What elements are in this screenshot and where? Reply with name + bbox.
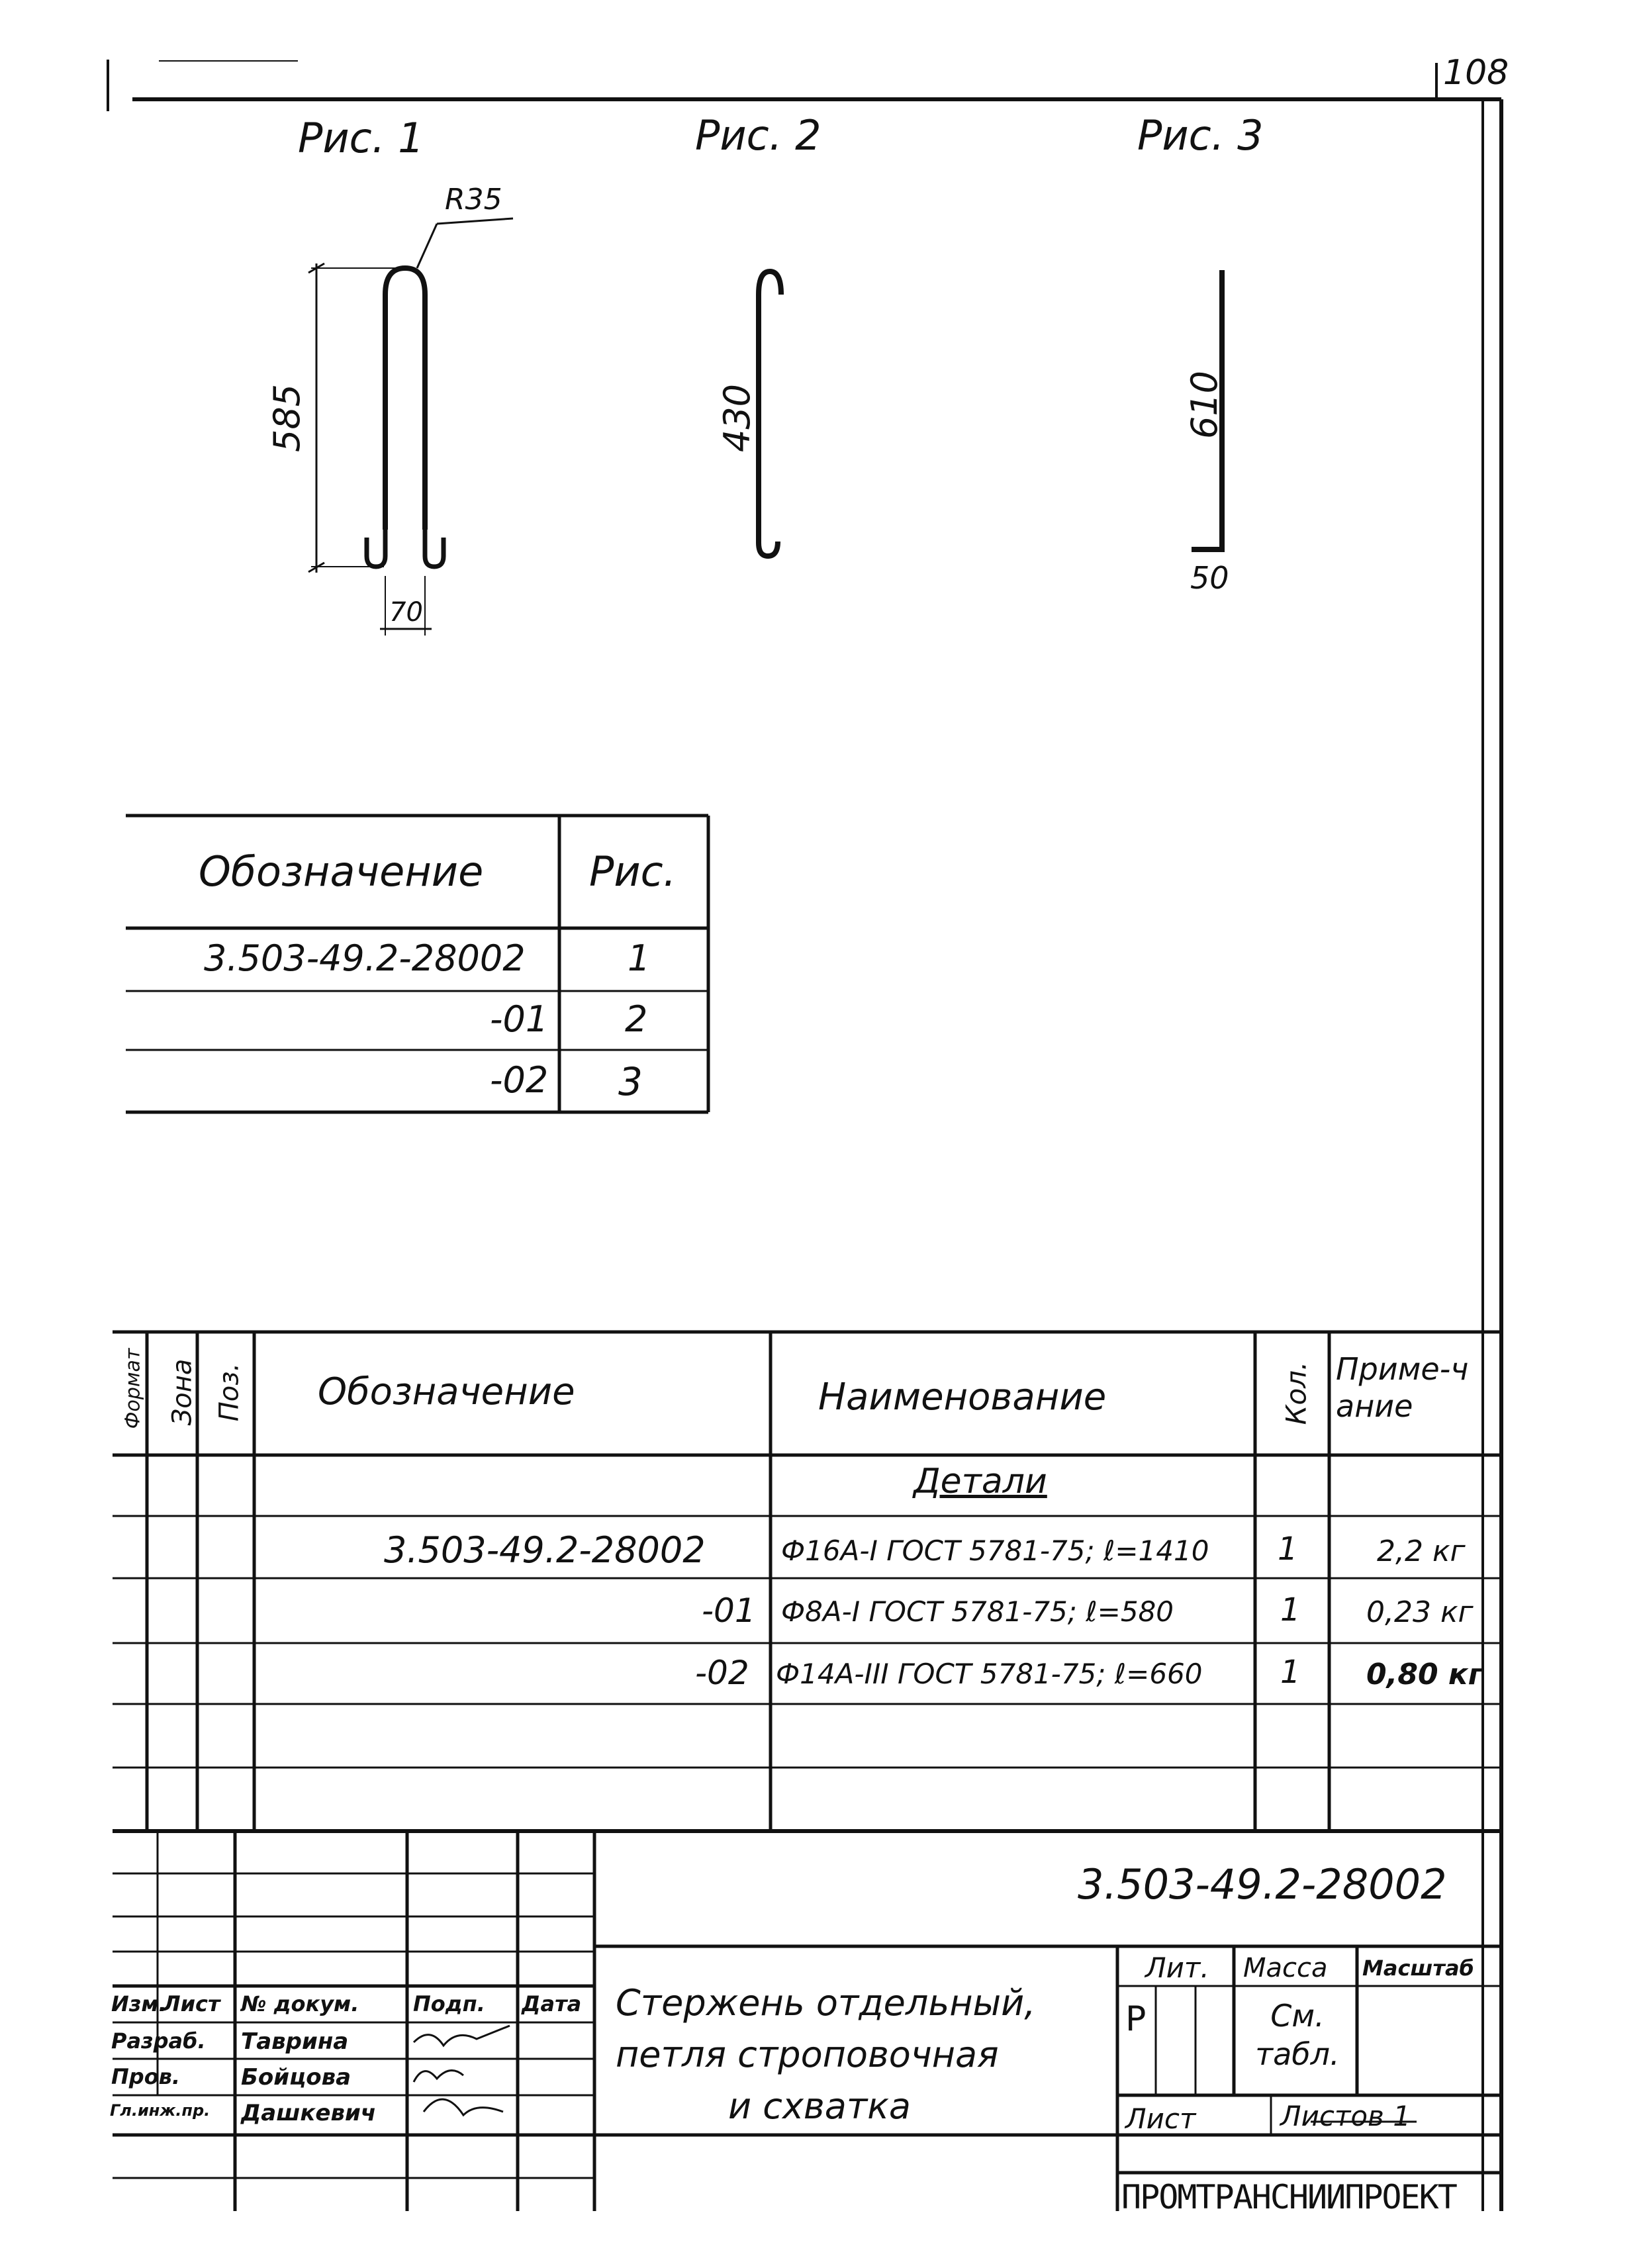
tb-lit-value: Р [1125,1999,1147,2039]
index-header-designation: Обозначение [199,847,484,896]
figure-1-height: 585 [266,383,308,453]
spec-row-2-qty: 1 [1280,1591,1301,1629]
signature-developer [414,2026,510,2046]
tb-name-developer: Таврина [241,2028,349,2055]
tb-organization: ПРОМТРАНСНИИПРОЕКТ [1121,2178,1456,2216]
figure-1-loop-shape [385,268,425,530]
spec-header-name: Наименование [818,1376,1107,1419]
tb-header-sheet: Лист [163,1991,220,2016]
tb-header-date: Дата [522,1991,582,2016]
tb-lit-label: Лит. [1145,1952,1209,1984]
index-row-2-figure: 2 [625,998,648,1040]
index-row-3-figure: 3 [618,1059,643,1104]
tb-mass-value: См. табл. [1255,1998,1340,2072]
figure-2-label: Рис. 2 [695,111,821,160]
tb-mass-label: Масса [1243,1953,1328,1983]
signature-checker [414,2071,463,2082]
figure-1-width: 70 [389,597,423,628]
title-line-1: Стержень отдельный, [616,1982,1036,2024]
spec-row-3-name: Ф14А-III ГОСТ 5781-75; ℓ=660 [776,1658,1203,1690]
spec-section-title: Детали [914,1462,1047,1501]
spec-header-note: Приме-чание [1336,1351,1469,1424]
tb-role-checker: Пров. [111,2064,181,2089]
spec-row-1-designation: 3.503-49.2-28002 [384,1529,706,1571]
tb-scale-label: Масштаб [1362,1956,1474,1981]
spec-row-3-note: 0,80 кг [1366,1658,1483,1691]
title-doc-number: 3.503-49.2-28002 [1078,1860,1447,1909]
figure-2-height: 430 [716,383,759,453]
index-header-figure: Рис. [589,847,677,896]
tb-name-checker: Бойцова [241,2064,352,2091]
spec-header-designation: Обозначение [318,1370,575,1413]
index-row-1-designation: 3.503-49.2-28002 [204,937,526,979]
figure-3-width: 50 [1190,560,1229,596]
tb-sheets-label: Листов 1 [1280,2100,1411,2132]
tb-name-chief: Дашкевич [241,2100,377,2126]
title-line-2: петля строповочная [616,2034,999,2075]
tb-role-developer: Разраб. [111,2028,206,2054]
title-line-3: и схватка [728,2085,911,2127]
signature-chief [424,2099,503,2115]
figure-1-label: Рис. 1 [298,114,424,162]
spec-row-2-designation: -01 [702,1591,756,1630]
spec-header-qty: Кол. [1280,1361,1313,1425]
tb-role-chief: Гл.инж.пр. [110,2101,211,2120]
spec-row-3-qty: 1 [1280,1654,1301,1691]
index-row-2-designation: -01 [490,998,549,1040]
spec-row-2-name: Ф8А-I ГОСТ 5781-75; ℓ=580 [781,1595,1174,1628]
spec-row-1-note: 2,2 кг [1377,1535,1466,1568]
figure-2-rod-shape [759,271,781,556]
tb-header-doc: № докум. [241,1991,359,2016]
spec-row-1-name: Ф16А-I ГОСТ 5781-75; ℓ=1410 [781,1535,1209,1567]
index-row-3-designation: -02 [490,1059,549,1101]
spec-header-format: Формат [121,1348,145,1429]
spec-row-3-designation: -02 [695,1654,749,1692]
sheet-number: 108 [1443,53,1509,93]
tb-header-change: Изм. [111,1991,167,2016]
figure-3-label: Рис. 3 [1137,111,1264,160]
figure-1-radius: R35 [445,183,502,216]
spec-row-1-qty: 1 [1278,1531,1298,1568]
index-row-1-figure: 1 [628,937,651,979]
spec-header-pos: Поз. [214,1362,245,1422]
spec-row-2-note: 0,23 кг [1366,1595,1474,1629]
tb-sheet-label: Лист [1125,2103,1196,2135]
tb-header-sign: Подп. [413,1991,485,2016]
spec-header-zone: Зона [167,1358,198,1426]
figure-3-height: 610 [1184,370,1226,440]
